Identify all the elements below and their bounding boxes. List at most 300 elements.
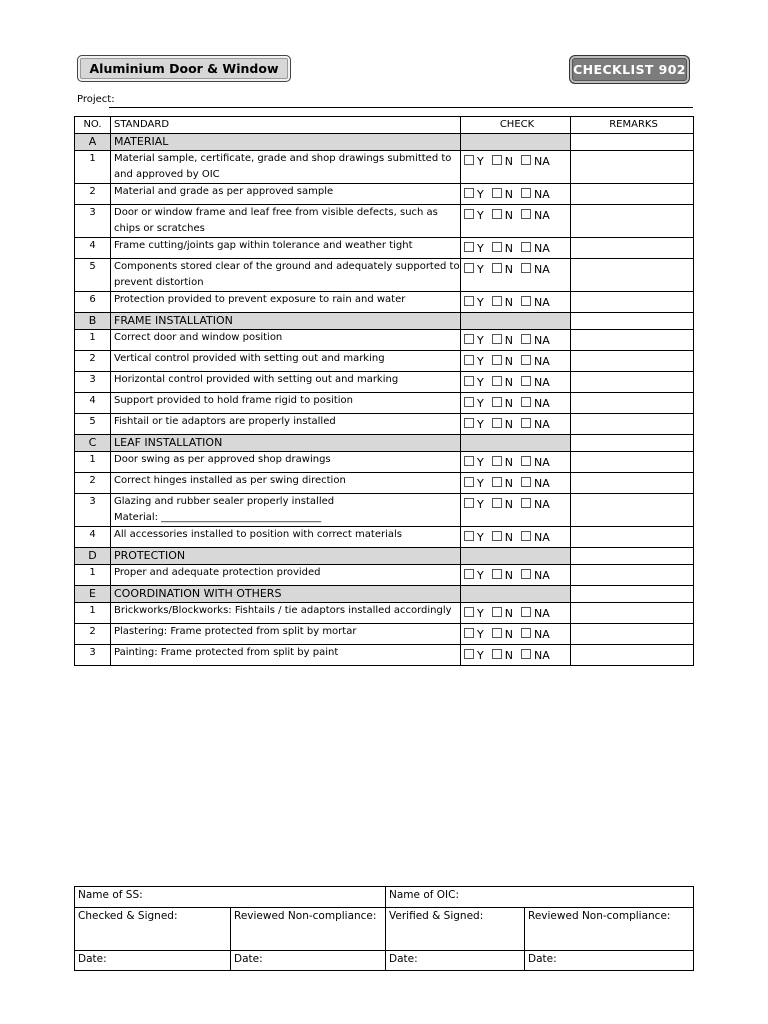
check-option-y[interactable] (464, 530, 484, 546)
check-option-n[interactable] (492, 497, 513, 513)
checkbox-icon[interactable] (521, 456, 531, 466)
section-row (75, 134, 694, 151)
checkbox-icon[interactable] (521, 155, 531, 165)
checkbox-icon[interactable] (521, 296, 531, 306)
check-option-na[interactable] (521, 187, 550, 203)
item-standard (111, 330, 461, 351)
item-standard (111, 205, 461, 238)
table-row (75, 351, 694, 372)
remarks-field[interactable] (571, 238, 694, 259)
check-option-na[interactable] (521, 354, 550, 370)
item-number: 4 (75, 393, 111, 414)
date-field-2[interactable]: Date: (231, 951, 386, 971)
check-option-n-label: N (504, 477, 513, 490)
checkbox-icon[interactable] (521, 569, 531, 579)
document-title (77, 55, 291, 82)
item-standard-text: Material sample, certificate, grade and shop drawings submitted to and approved by OIC (114, 153, 452, 180)
item-number: 6 (75, 292, 111, 313)
checkbox-icon[interactable] (521, 628, 531, 638)
item-standard-text: Plastering: Frame protected from split by mortar (114, 626, 357, 637)
checkbox-icon[interactable] (521, 397, 531, 407)
check-option-na-label: NA (533, 242, 550, 255)
check-option-n-label: N (504, 569, 513, 582)
check-option-n[interactable] (492, 396, 513, 412)
table-row (75, 452, 694, 473)
check-option-y-label: Y (477, 477, 484, 490)
check-option-n[interactable] (492, 262, 513, 278)
checkbox-icon[interactable] (464, 531, 474, 541)
remarks-field[interactable] (571, 372, 694, 393)
item-check-options (461, 494, 571, 527)
item-number: 2 (75, 184, 111, 205)
checkbox-icon[interactable] (464, 418, 474, 428)
item-standard (111, 473, 461, 494)
checkbox-icon[interactable] (492, 188, 502, 198)
remarks-field[interactable] (571, 494, 694, 527)
item-standard-text: Door swing as per approved shop drawings (114, 454, 331, 465)
section-remarks-cell (571, 134, 694, 151)
check-option-na[interactable] (521, 568, 550, 584)
check-option-n-label: N (504, 209, 513, 222)
check-option-y[interactable] (464, 606, 484, 622)
checkbox-icon[interactable] (521, 242, 531, 252)
section-row (75, 435, 694, 452)
check-option-na-label: NA (533, 531, 550, 544)
item-check-options (461, 238, 571, 259)
check-option-na-label: NA (533, 649, 550, 662)
item-standard-text: Correct door and window position (114, 332, 283, 343)
check-option-na[interactable] (521, 295, 550, 311)
check-option-n[interactable] (492, 455, 513, 471)
check-option-y-label: Y (477, 531, 484, 544)
check-option-na[interactable] (521, 241, 550, 257)
check-option-na[interactable] (521, 396, 550, 412)
check-option-na-label: NA (533, 376, 550, 389)
date-field-3[interactable]: Date: (386, 951, 525, 971)
item-standard-text: Proper and adequate protection provided (114, 567, 321, 578)
check-option-y-label: Y (477, 263, 484, 276)
check-option-na[interactable] (521, 455, 550, 471)
checkbox-icon[interactable] (492, 607, 502, 617)
item-check-options (461, 351, 571, 372)
section-title: FRAME INSTALLATION (111, 313, 461, 330)
checkbox-icon[interactable] (521, 498, 531, 508)
remarks-field[interactable] (571, 330, 694, 351)
checkbox-icon[interactable] (492, 263, 502, 273)
checkbox-icon[interactable] (464, 498, 474, 508)
checkbox-icon[interactable] (492, 531, 502, 541)
section-row (75, 548, 694, 565)
check-option-y-label: Y (477, 397, 484, 410)
check-option-y-label: Y (477, 418, 484, 431)
item-standard-text: Painting: Frame protected from split by paint (114, 647, 339, 658)
check-option-na[interactable] (521, 208, 550, 224)
check-option-na-label: NA (533, 188, 550, 201)
check-option-na[interactable] (521, 476, 550, 492)
checkbox-icon[interactable] (464, 209, 474, 219)
item-standard (111, 393, 461, 414)
table-row (75, 330, 694, 351)
check-option-y-label: Y (477, 498, 484, 511)
check-option-y-label: Y (477, 607, 484, 620)
check-option-n-label: N (504, 607, 513, 620)
check-option-y[interactable] (464, 568, 484, 584)
section-id: E (75, 586, 111, 603)
checklist-number-text: CHECKLIST 902 (573, 62, 686, 77)
item-standard (111, 645, 461, 666)
section-id: D (75, 548, 111, 565)
item-number: 5 (75, 259, 111, 292)
check-option-na[interactable] (521, 606, 550, 622)
item-check-options (461, 205, 571, 238)
check-option-y[interactable] (464, 295, 484, 311)
checkbox-icon[interactable] (521, 334, 531, 344)
item-number: 4 (75, 238, 111, 259)
item-standard (111, 259, 461, 292)
item-number: 1 (75, 151, 111, 184)
check-option-y[interactable] (464, 154, 484, 170)
check-option-na-label: NA (533, 628, 550, 641)
item-standard (111, 151, 461, 184)
checkbox-icon[interactable] (464, 649, 474, 659)
check-option-y[interactable] (464, 262, 484, 278)
item-standard-text: Brickworks/Blockworks: Fishtails / tie adaptors installed accordingly (114, 605, 452, 616)
check-option-n-label: N (504, 334, 513, 347)
checkbox-icon[interactable] (492, 242, 502, 252)
checkbox-icon[interactable] (464, 296, 474, 306)
item-number: 1 (75, 452, 111, 473)
check-option-n[interactable] (492, 648, 513, 664)
check-option-na-label: NA (533, 263, 550, 276)
section-id: C (75, 435, 111, 452)
section-remarks-cell (571, 435, 694, 452)
checkbox-icon[interactable] (464, 569, 474, 579)
reviewed-noncompliance-field-1[interactable]: Reviewed Non-compliance: (231, 908, 386, 951)
checkbox-icon[interactable] (521, 418, 531, 428)
checkbox-icon[interactable] (521, 188, 531, 198)
checkbox-icon[interactable] (464, 334, 474, 344)
check-option-na-label: NA (533, 477, 550, 490)
check-option-n-label: N (504, 628, 513, 641)
check-option-na-label: NA (533, 296, 550, 309)
check-option-y-label: Y (477, 355, 484, 368)
checkbox-icon[interactable] (464, 628, 474, 638)
check-option-n[interactable] (492, 354, 513, 370)
check-option-na[interactable] (521, 648, 550, 664)
item-standard (111, 372, 461, 393)
checkbox-icon[interactable] (492, 418, 502, 428)
check-option-y-label: Y (477, 334, 484, 347)
table-row (75, 603, 694, 624)
remarks-field[interactable] (571, 624, 694, 645)
remarks-field[interactable] (571, 452, 694, 473)
section-check-cell (461, 313, 571, 330)
check-option-na-label: NA (533, 397, 550, 410)
checkbox-icon[interactable] (464, 355, 474, 365)
section-title: MATERIAL (111, 134, 461, 151)
checkbox-icon[interactable] (464, 397, 474, 407)
check-option-y[interactable] (464, 455, 484, 471)
check-option-na[interactable] (521, 530, 550, 546)
check-option-n[interactable] (492, 530, 513, 546)
section-check-cell (461, 435, 571, 452)
check-option-n[interactable] (492, 476, 513, 492)
item-check-options (461, 565, 571, 586)
remarks-field[interactable] (571, 527, 694, 548)
checkbox-icon[interactable] (492, 355, 502, 365)
table-row (75, 393, 694, 414)
item-check-options (461, 452, 571, 473)
check-option-y[interactable] (464, 627, 484, 643)
column-header-remarks: REMARKS (571, 117, 694, 134)
checkbox-icon[interactable] (492, 628, 502, 638)
item-standard (111, 414, 461, 435)
item-number: 3 (75, 494, 111, 527)
section-remarks-cell (571, 313, 694, 330)
remarks-field[interactable] (571, 414, 694, 435)
check-option-y-label: Y (477, 296, 484, 309)
checkbox-icon[interactable] (492, 456, 502, 466)
checkbox-icon[interactable] (464, 456, 474, 466)
check-option-na[interactable] (521, 375, 550, 391)
item-standard-text: Door or window frame and leaf free from visible defects, such as chips or scratches (114, 207, 438, 234)
table-row (75, 292, 694, 313)
item-standard (111, 494, 461, 527)
check-option-y[interactable] (464, 497, 484, 513)
item-check-options (461, 292, 571, 313)
verified-signed-field[interactable]: Verified & Signed: (386, 908, 525, 951)
checkbox-icon[interactable] (521, 355, 531, 365)
checkbox-icon[interactable] (492, 376, 502, 386)
checkbox-icon[interactable] (521, 477, 531, 487)
item-number: 1 (75, 565, 111, 586)
check-option-n[interactable] (492, 241, 513, 257)
check-option-y-label: Y (477, 242, 484, 255)
remarks-field[interactable] (571, 205, 694, 238)
item-standard (111, 292, 461, 313)
item-standard-text: Components stored clear of the ground and adequately supported to prevent distortion (114, 261, 460, 288)
reviewed-noncompliance-field-2[interactable]: Reviewed Non-compliance: (525, 908, 694, 951)
item-standard-text: Vertical control provided with setting out and marking (114, 353, 385, 364)
remarks-field[interactable] (571, 292, 694, 313)
checkbox-icon[interactable] (521, 376, 531, 386)
check-option-na[interactable] (521, 497, 550, 513)
table-row (75, 238, 694, 259)
check-option-y-label: Y (477, 188, 484, 201)
check-option-y[interactable] (464, 476, 484, 492)
item-number: 4 (75, 527, 111, 548)
checkbox-icon[interactable] (464, 242, 474, 252)
remarks-field[interactable] (571, 151, 694, 184)
check-option-n[interactable] (492, 375, 513, 391)
check-option-n[interactable] (492, 295, 513, 311)
checkbox-icon[interactable] (492, 296, 502, 306)
check-option-na-label: NA (533, 334, 550, 347)
item-standard-text: Fishtail or tie adaptors are properly installed (114, 416, 336, 427)
section-id: A (75, 134, 111, 151)
remarks-field[interactable] (571, 473, 694, 494)
section-remarks-cell (571, 586, 694, 603)
check-option-y[interactable] (464, 375, 484, 391)
check-option-y[interactable] (464, 208, 484, 224)
project-field[interactable] (109, 107, 693, 108)
name-of-oic-field[interactable]: Name of OIC: (386, 887, 694, 908)
checkbox-icon[interactable] (492, 397, 502, 407)
remarks-field[interactable] (571, 393, 694, 414)
checkbox-icon[interactable] (492, 209, 502, 219)
section-row (75, 313, 694, 330)
item-standard-text: All accessories installed to position with correct materials (114, 529, 402, 540)
check-option-y-label: Y (477, 649, 484, 662)
remarks-field[interactable] (571, 184, 694, 205)
item-standard-text: Protection provided to prevent exposure to rain and water (114, 294, 406, 305)
section-title: PROTECTION (111, 548, 461, 565)
remarks-field[interactable] (571, 351, 694, 372)
table-row (75, 527, 694, 548)
check-option-na[interactable] (521, 262, 550, 278)
item-standard-text: Support provided to hold frame rigid to position (114, 395, 353, 406)
check-option-n[interactable] (492, 627, 513, 643)
table-row (75, 624, 694, 645)
document-title-text: Aluminium Door & Window (89, 61, 279, 76)
check-option-na[interactable] (521, 627, 550, 643)
name-of-ss-field[interactable]: Name of SS: (75, 887, 386, 908)
item-number: 3 (75, 372, 111, 393)
checkbox-icon[interactable] (521, 263, 531, 273)
remarks-field[interactable] (571, 603, 694, 624)
checkbox-icon[interactable] (521, 209, 531, 219)
item-check-options (461, 603, 571, 624)
check-option-n[interactable] (492, 333, 513, 349)
check-option-na-label: NA (533, 418, 550, 431)
check-option-y[interactable] (464, 417, 484, 433)
check-option-n-label: N (504, 531, 513, 544)
item-check-options (461, 624, 571, 645)
check-option-na-label: NA (533, 155, 550, 168)
check-option-y-label: Y (477, 456, 484, 469)
table-row (75, 414, 694, 435)
check-option-n-label: N (504, 418, 513, 431)
remarks-field[interactable] (571, 645, 694, 666)
item-standard (111, 624, 461, 645)
remarks-field[interactable] (571, 259, 694, 292)
table-row (75, 259, 694, 292)
check-option-n-label: N (504, 376, 513, 389)
checkbox-icon[interactable] (492, 498, 502, 508)
check-option-y[interactable] (464, 241, 484, 257)
check-option-y-label: Y (477, 569, 484, 582)
checkbox-icon[interactable] (464, 263, 474, 273)
checkbox-icon[interactable] (464, 376, 474, 386)
item-check-options (461, 393, 571, 414)
checked-signed-field[interactable]: Checked & Signed: (75, 908, 231, 951)
check-option-n[interactable] (492, 208, 513, 224)
check-option-na-label: NA (533, 607, 550, 620)
check-option-y[interactable] (464, 396, 484, 412)
check-option-n-label: N (504, 263, 513, 276)
item-standard (111, 603, 461, 624)
checkbox-icon[interactable] (464, 607, 474, 617)
item-check-options (461, 645, 571, 666)
checkbox-icon[interactable] (492, 649, 502, 659)
check-option-na[interactable] (521, 417, 550, 433)
checkbox-icon[interactable] (492, 477, 502, 487)
table-row (75, 151, 694, 184)
item-standard (111, 565, 461, 586)
item-check-options (461, 184, 571, 205)
check-option-n-label: N (504, 355, 513, 368)
check-option-n[interactable] (492, 187, 513, 203)
checkbox-icon[interactable] (521, 649, 531, 659)
item-number: 1 (75, 603, 111, 624)
date-field-4[interactable]: Date: (525, 951, 694, 971)
item-standard (111, 184, 461, 205)
item-number: 2 (75, 624, 111, 645)
check-option-n[interactable] (492, 568, 513, 584)
date-field-1[interactable]: Date: (75, 951, 231, 971)
item-material-line[interactable]: Material: ________________________________ (114, 512, 322, 523)
check-option-n-label: N (504, 296, 513, 309)
check-option-n-label: N (504, 456, 513, 469)
check-option-n-label: N (504, 188, 513, 201)
section-id: B (75, 313, 111, 330)
table-row (75, 494, 694, 527)
checkbox-icon[interactable] (464, 188, 474, 198)
check-option-n[interactable] (492, 154, 513, 170)
check-option-y[interactable] (464, 354, 484, 370)
check-option-n-label: N (504, 498, 513, 511)
check-option-na[interactable] (521, 154, 550, 170)
check-option-n[interactable] (492, 606, 513, 622)
checkbox-icon[interactable] (464, 155, 474, 165)
checkbox-icon[interactable] (492, 569, 502, 579)
table-row (75, 565, 694, 586)
check-option-n[interactable] (492, 417, 513, 433)
signoff-table (74, 886, 694, 971)
check-option-na-label: NA (533, 456, 550, 469)
remarks-field[interactable] (571, 565, 694, 586)
table-row (75, 473, 694, 494)
check-option-y-label: Y (477, 376, 484, 389)
table-row (75, 205, 694, 238)
checkbox-icon[interactable] (492, 155, 502, 165)
item-standard-text: Frame cutting/joints gap within tolerance and weather tight (114, 240, 413, 251)
checkbox-icon[interactable] (464, 477, 474, 487)
item-standard (111, 527, 461, 548)
checkbox-icon[interactable] (521, 531, 531, 541)
item-standard (111, 238, 461, 259)
check-option-y-label: Y (477, 155, 484, 168)
column-header-no: NO. (75, 117, 111, 134)
column-header-standard: STANDARD (111, 117, 461, 134)
check-option-na[interactable] (521, 333, 550, 349)
checkbox-icon[interactable] (492, 334, 502, 344)
table-header-row (75, 117, 694, 134)
section-title: LEAF INSTALLATION (111, 435, 461, 452)
checkbox-icon[interactable] (521, 607, 531, 617)
item-standard (111, 452, 461, 473)
check-option-y[interactable] (464, 648, 484, 664)
check-option-na-label: NA (533, 355, 550, 368)
check-option-y[interactable] (464, 333, 484, 349)
check-option-n-label: N (504, 649, 513, 662)
check-option-n-label: N (504, 155, 513, 168)
check-option-y[interactable] (464, 187, 484, 203)
item-standard-text: Correct hinges installed as per swing direction (114, 475, 346, 486)
item-number: 5 (75, 414, 111, 435)
item-standard-text: Horizontal control provided with setting out and marking (114, 374, 399, 385)
section-check-cell (461, 134, 571, 151)
